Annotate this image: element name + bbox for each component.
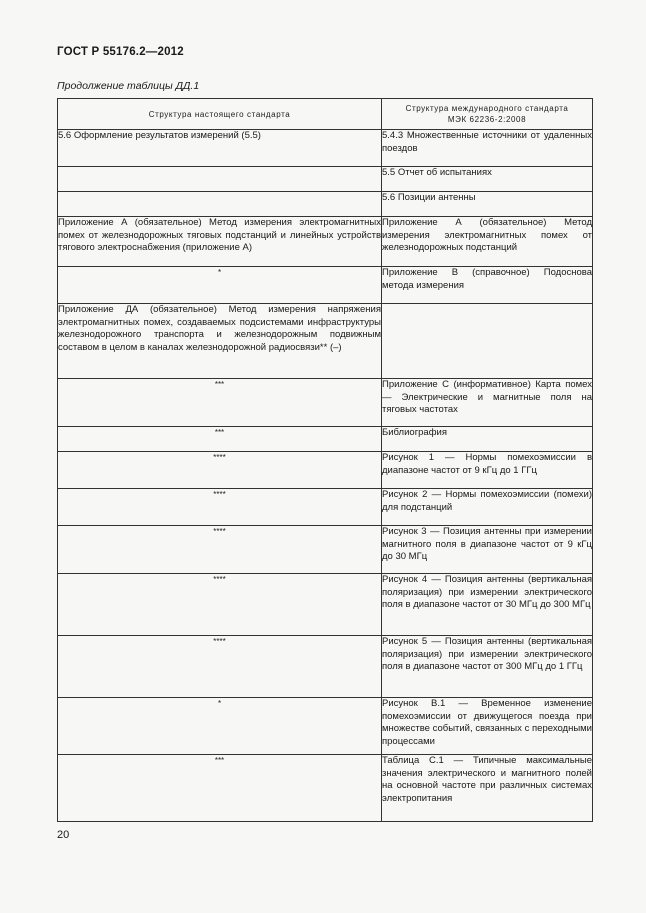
left-cell: Приложение ДА (обязательное) Метод измерения напряжения электромагнитных помех, создаваемых подсистемами инфраструктуры железнодорожного транспорта и железнодорожным подвижным составом в целом в каналах железнодорожной радиосвязи** (–) <box>58 304 382 379</box>
right-cell: Приложение В (справочное) Подоснова метода измерения <box>382 267 593 304</box>
right-cell: Рисунок 4 — Позиция антенны (вертикальная поляризация) при измерении электрического поля в диапазоне частот от 30 МГц до 300 МГц <box>382 574 593 636</box>
right-cell: Рисунок 3 — Позиция антенны при измерении магнитного поля в диапазоне частот от 9 кГц до 30 МГц <box>382 526 593 574</box>
table-row <box>58 217 593 267</box>
left-cell-marker: **** <box>58 489 382 526</box>
left-cell-marker: **** <box>58 526 382 574</box>
table-row <box>58 192 593 217</box>
table-row <box>58 267 593 304</box>
right-cell: Рисунок 5 — Позиция антенны (вертикальная поляризация) при измерении электрического поля в диапазоне частот от 300 МГц до 1 ГГц <box>382 636 593 698</box>
table-row <box>58 304 593 379</box>
correspondence-table <box>57 98 593 822</box>
left-cell: Приложение А (обязательное) Метод измерения электромагнитных помех от железнодорожных тяговых подстанций и линейных устройств тягового электроснабжения (приложение А) <box>58 217 382 267</box>
right-cell: Рисунок В.1 — Временное изменение помехоэмиссии от движущегося поезда при множестве событий, связанных с переходными процессами <box>382 698 593 755</box>
table-row <box>58 452 593 489</box>
left-cell <box>58 167 382 192</box>
left-cell-marker: **** <box>58 452 382 489</box>
table-row <box>58 526 593 574</box>
left-cell-marker: **** <box>58 574 382 636</box>
table-row <box>58 755 593 822</box>
right-cell <box>382 304 593 379</box>
left-cell-marker: * <box>58 698 382 755</box>
right-cell: Библиография <box>382 427 593 452</box>
right-cell: Таблица С.1 — Типичные максимальные значения электрического и магнитного полей на основной частоте при различных системах электропитания <box>382 755 593 822</box>
right-cell: Приложение А (обязательное) Метод измерения электромагнитных помех от железнодорожных подстанций <box>382 217 593 267</box>
left-cell-marker: *** <box>58 755 382 822</box>
table-row <box>58 574 593 636</box>
left-cell-marker: **** <box>58 636 382 698</box>
right-cell: Рисунок 1 — Нормы помехоэмиссии в диапазоне частот от 9 кГц до 1 ГГц <box>382 452 593 489</box>
column-header-line: МЭК 62236-2:2008 <box>447 115 527 124</box>
table-row <box>58 636 593 698</box>
table-row <box>58 698 593 755</box>
document-header: ГОСТ Р 55176.2—2012 <box>57 46 184 58</box>
table-continuation-caption: Продолжение таблицы ДД.1 <box>57 80 200 92</box>
table-row <box>58 167 593 192</box>
table-row <box>58 427 593 452</box>
right-cell: Рисунок 2 — Нормы помехоэмиссии (помехи) для подстанций <box>382 489 593 526</box>
table-row <box>58 379 593 427</box>
right-cell: Приложение С (информативное) Карта помех — Электрические и магнитные поля на тяговых частотах <box>382 379 593 427</box>
table-row <box>58 489 593 526</box>
column-header-international-standard <box>382 99 593 130</box>
left-cell <box>58 192 382 217</box>
table-row <box>58 130 593 167</box>
right-cell: 5.5 Отчет об испытаниях <box>382 167 593 192</box>
column-header-line: Структура международного стандарта <box>405 104 569 113</box>
left-cell: 5.6 Оформление результатов измерений (5.5) <box>58 130 382 167</box>
left-cell-marker: * <box>58 267 382 304</box>
right-cell: 5.4.3 Множественные источники от удаленных поездов <box>382 130 593 167</box>
left-cell-marker: *** <box>58 379 382 427</box>
left-cell-marker: *** <box>58 427 382 452</box>
page-number: 20 <box>57 829 70 841</box>
column-header-this-standard: Структура настоящего стандарта <box>58 99 382 130</box>
right-cell: 5.6 Позиции антенны <box>382 192 593 217</box>
table-header-row <box>58 99 593 130</box>
